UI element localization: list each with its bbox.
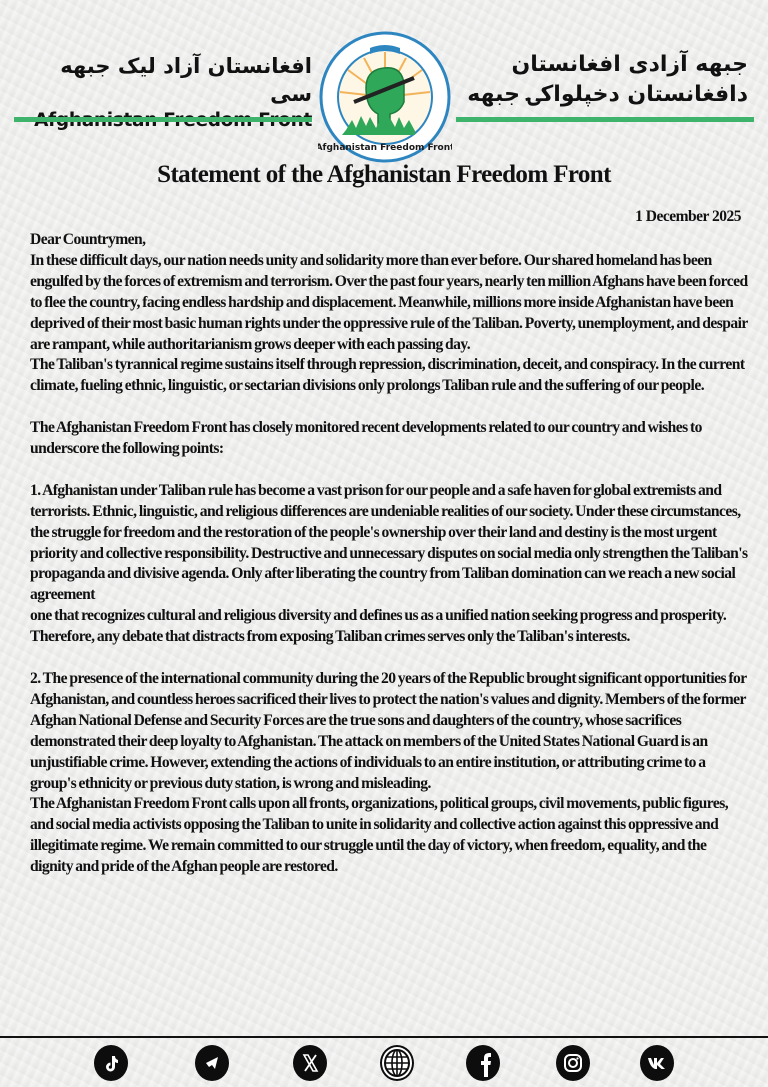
salutation: Dear Countrymen, <box>30 231 146 248</box>
vk-icon[interactable] <box>640 1045 674 1081</box>
org-name-dari: جبهه آزادی افغانستان <box>511 52 748 77</box>
tiktok-icon[interactable] <box>94 1045 128 1081</box>
facebook-icon[interactable] <box>466 1045 500 1081</box>
paragraph: The Taliban's tyrannical regime sustains itself through repression, discrimination, deceit, and conspiracy. In the current climate, fueling ethnic, linguistic, or sectarian divisions only prolongs Taliban rule and the suffering of our people. <box>30 356 745 395</box>
closing-paragraph: The Afghanistan Freedom Front calls upon all fronts, organizations, political groups, civil movements, public figures, and social media activists opposing the Taliban to unite in solidarity and collective action against this oppressive and illegitimate regime. We remain committed to our struggle until the day of victory, when freedom, equality, and the dignity and pride of the Afghan people are restored. <box>30 795 729 876</box>
telegram-icon[interactable] <box>195 1045 229 1081</box>
document-title: Statement of the Afghanistan Freedom Front <box>157 161 611 188</box>
right-green-divider <box>456 117 754 122</box>
left-green-divider <box>14 117 312 122</box>
org-name-pashto-alt: دافغانستان دخپلواکۍ جبهه <box>467 82 748 107</box>
paragraph: In these difficult days, our nation needs unity and solidarity more than ever before. Our shared homeland has been engulfed by the forces of extremism and terrorism. Over the past four years, nearly ten million Afghans have been forced to flee the country, facing endless hardship and displacement. Meanwhile, millions more inside Afghanistan have been deprived of their most basic human rights under the oppressive rule of the Taliban. Poverty, unemployment, and despair are rampant, while authoritarianism grows deeper with each passing day. <box>30 251 748 353</box>
document-date: 1 December 2025 <box>635 208 741 225</box>
footer-divider <box>0 1036 768 1038</box>
organization-logo <box>318 30 452 164</box>
org-name-pashto: افغانستان آزاد لیک جبهه سی <box>60 54 312 106</box>
globe-icon[interactable] <box>380 1045 414 1081</box>
point-2: 2. The presence of the international community during the 20 years of the Republic brought significant opportunities for Afghanistan, and countless heroes sacrificed their lives to protect the nation's values and dignity. Members of the former Afghan National Defense and Security Forces are the true sons and daughters of the country, whose sacrifices demonstrated their deep loyalty to Afghanistan. The attack on members of the United States National Guard is an unjustifiable crime. However, extending the actions of individuals to an entire institution, or attributing crime to a group's ethnicity or previous duty station, is wrong and misleading. <box>30 669 747 792</box>
letterhead <box>0 0 768 153</box>
point-1: 1. Afghanistan under Taliban rule has become a vast prison for our people and a safe haven for global extremists and terrorists. Ethnic, linguistic, and religious differences are undeniable realities of our society. Under these circumstances, the struggle for freedom and the restoration of the people's ownership over their land and destiny is the most urgent priority and collective responsibility. Destructive and unnecessary disputes on social media only strengthen the Taliban's propaganda and divisive agenda. Only after liberating the country from Taliban domination can we reach a new social agreement <box>30 481 748 604</box>
x-icon[interactable] <box>293 1045 327 1081</box>
social-links <box>0 1045 768 1083</box>
instagram-icon[interactable] <box>556 1045 590 1081</box>
letterhead-right <box>458 50 748 110</box>
point-1-continued: one that recognizes cultural and religious diversity and defines us as a unified nation seeking progress and prosperity. Therefore, any debate that distracts from exposing Taliban crimes serves only the Taliban's interests. <box>30 607 727 646</box>
logo-caption: Afghanistan Freedom Front <box>318 143 452 153</box>
statement-body <box>30 230 748 878</box>
paragraph: The Afghanistan Freedom Front has closely monitored recent developments related to our country and wishes to underscore the following points: <box>30 419 702 458</box>
